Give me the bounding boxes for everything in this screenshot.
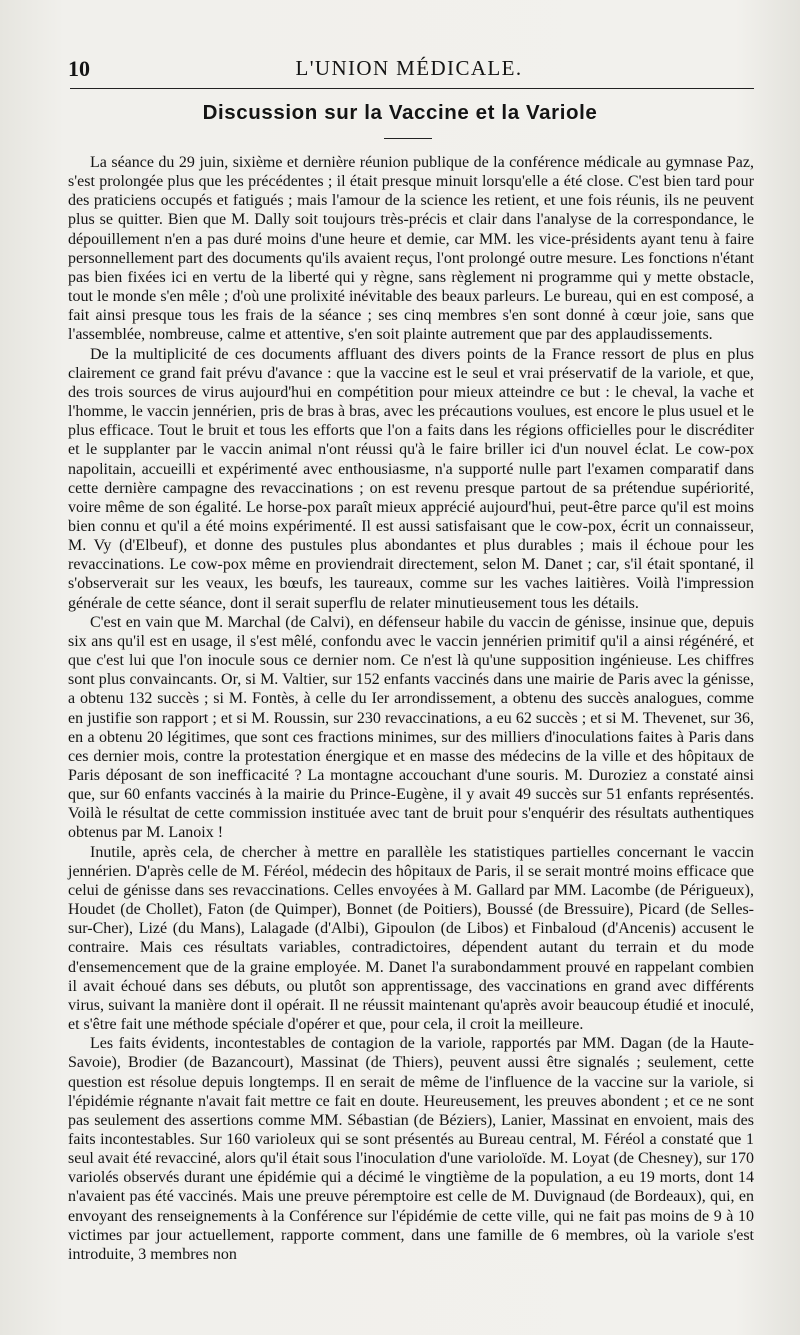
paragraph: La séance du 29 juin, sixième et dernière réunion publique de la conférence médicale au gymnase Paz, s'est prolongée plus que les précédentes ; il était presque minuit lorsqu'elle a été close. C'est bien tard pour des praticiens occupés et fatigués ; mais l'amour de la science les retient, et une fois réunis, ils ne peuvent plus se quitter. Bien que M. Dally soit toujours très-précis et clair dans l'analyse de la correspondance, le dépouillement n'en a pas duré moins d'une heure et demie, car MM. les vice-présidents ayant tenu à faire personnellement part des documents qu'ils avaient reçus, l'ont prolongé outre mesure. Les fonctions n'étant pas bien fixées ici en vertu de la liberté qui y règne, sans règlement ni programme qui y mette obstacle, tout le monde s'en mêle ; d'où une prolixité inévitable des beaux parleurs. Le bureau, qui en est composé, a fait ainsi presque tous les frais de la séance ; ses cinq membres s'en sont donné à cœur joie, sans que l'assemblée, nombreuse, calme et attentive, s'en soit plainte autrement que par des applaudissements.: [68, 154, 754, 344]
page-header: [68, 50, 750, 84]
paragraph: Les faits évidents, incontestables de contagion de la variole, rapportés par MM. Dagan (de la Haute-Savoie), Brodier (de Bazancourt), Massinat (de Thiers), peuvent aussi être signalés ; seulement, cette question est résolue depuis longtemps. Il en serait de même de l'influence de la vaccine sur la variole, si l'épidémie régnante n'avait fait mettre ce fait en doute. Heureusement, les preuves abondent ; et ce ne sont pas seulement des assertions comme MM. Sébastian (de Béziers), Lanier, Massinat en envoient, mais des faits incontestables. Sur 160 varioleux qui se sont présentés au Bureau central, M. Féréol a constaté que 1 seul avait été revacciné, alors qu'il était sous l'inoculation d'une varioloïde. M. Loyat (de Chesney), sur 170 variolés observés durant une épidémie qui a décimé le vingtième de la population, a eu 19 morts, dont 14 n'avaient pas été vaccinés. Mais une preuve péremptoire est celle de M. Duvignaud (de Bordeaux), qui, en envoyant des renseignements à la Conférence sur l'épidémie de cette ville, qui ne fait pas moins de 9 à 10 victimes par jour actuellement, rapporte comment, dans une famille de 6 membres, où la variole s'est introduite, 3 membres non: [68, 1035, 754, 1263]
header-rule: [70, 88, 754, 89]
paragraph: De la multiplicité de ces documents affluant des divers points de la France ressort de plus en plus clairement ce grand fait prévu d'avance : que la vaccine est le seul et vrai préservatif de la variole, et que, des trois sources de virus aujourd'hui en compétition pour mieux atteindre ce but : le cheval, la vache et l'homme, le vaccin jennérien, pris de bras à bras, avec les précautions voulues, est encore le plus usuel et le plus efficace. Tout le bruit et tous les efforts que l'on a faits dans les régions officielles pour le discréditer et le supplanter par le vaccin animal n'ont réussi qu'à le faire briller ici d'un nouvel éclat. Le cow-pox napolitain, accueilli et expérimenté avec enthousiasme, n'a supporté nulle part l'examen comparatif dans cette dernière campagne des revaccinations ; on est revenu presque partout de sa prétendue supériorité, voire même de son égalité. Le horse-pox paraît mieux apprécié aujourd'hui, peut-être parce qu'il est moins bien connu et qu'il a été moins expérimenté. Il est aussi satisfaisant que le cow-pox, écrit un connaisseur, M. Vy (d'Elbeuf), et donne des pustules plus abondantes et plus durables ; mais il échoue pour les revaccinations. Le cow-pox même en proviendrait directement, selon M. Danet ; car, s'il était spontané, il s'observerait sur les veaux, les bœufs, les taureaux, comme sur les vaches laitières. Voilà l'impression générale de cette séance, dont il serait superflu de relater minutieusement tous les détails.: [68, 345, 754, 612]
paragraph: C'est en vain que M. Marchal (de Calvi), en défenseur habile du vaccin de génisse, insinue que, depuis six ans qu'il est en usage, il s'est mêlé, confondu avec le vaccin jennérien primitif qu'il a ainsi régénéré, et que c'est lui que l'on inocule sous ce dernier nom. Ce n'est là qu'une supposition ingénieuse. Les chiffres sont plus convaincants. Or, si M. Valtier, sur 152 enfants vaccinés dans une mairie de Paris avec la génisse, a obtenu 132 succès ; si M. Fontès, à celle du Ier arrondissement, a obtenu des succès analogues, comme en justifie son rapport ; et si M. Roussin, sur 230 revaccinations, a eu 62 succès ; et si M. Thevenet, sur 36, en a obtenu 20 légitimes, que sont ces fractions minimes, sur des milliers d'inoculations faites à Paris dans ces dernier mois, contre la protestation énergique et en masse des médecins de la ville et des hôpitaux de Paris déposant de son inefficacité ? La montagne accouchant d'une souris. M. Duroziez a constaté ainsi que, sur 60 enfants vaccinés à la mairie du Prince-Eugène, il y avait 49 succès sur 51 enfants représentés. Voilà le résultat de cette commission instituée avec tant de bruit pour s'enquérir des résultats authentiques obtenus par M. Lanoix !: [68, 613, 754, 842]
paragraph: Inutile, après cela, de chercher à mettre en parallèle les statistiques partielles concernant le vaccin jennérien. D'après celle de M. Féréol, médecin des hôpitaux de Paris, il se serait montré moins efficace que celui de génisse dans ses revaccinations. Celles envoyées à M. Gallard par MM. Lacombe (de Périgueux), Houdet (de Chollet), Faton (de Quimper), Bonnet (de Poitiers), Boussé (de Bressuire), Picard (de Selles-sur-Cher), Lizé (du Mans), Lalagade (d'Albi), Gipoulon (de Libos) et Finbaloud (d'Ancenis) accusent le contraire. Mais ces résultats variables, contradictoires, dépendent autant du terrain et du mode d'ensemencement que de la graine employée. M. Danet l'a surabondamment prouvé en rappelant combien il avait échoué dans ses débuts, ou plutôt son apprentissage, des vaccinations en grand avec différents virus, suivant la manière dont il opérait. Il ne réussit maintenant qu'après avoir beaucoup étudié et inoculé, et s'être fait une méthode spéciale d'opérer et que, pour cela, il croit la meilleure.: [68, 843, 754, 1034]
article-title: Discussion sur la Vaccine et la Variole: [202, 101, 598, 124]
running-head: L'UNION MÉDICALE.: [295, 56, 523, 80]
article-body: [68, 153, 754, 1264]
page-number: 10: [68, 56, 90, 81]
title-rule: [384, 138, 432, 139]
